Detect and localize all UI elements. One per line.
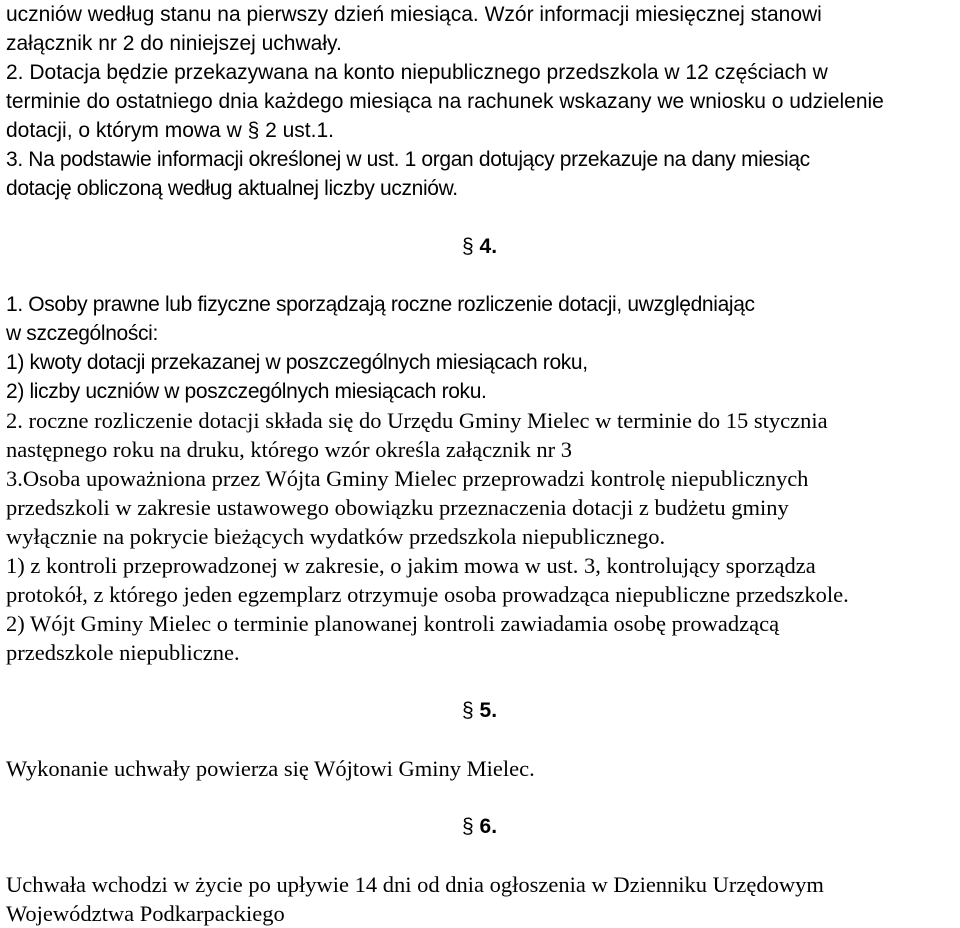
paragraph-line: protokół, z którego jeden egzemplarz otrzymuje osoba prowadząca niepubliczne przedszkole.	[6, 582, 849, 607]
paragraph-sign: §	[462, 699, 474, 722]
paragraph-line: 2. Dotacja będzie przekazywana na konto niepublicznego przedszkola w 12 częściach w	[6, 61, 828, 84]
paragraph-line: dotację obliczoną według aktualnej liczby uczniów.	[6, 177, 458, 200]
paragraph-line: Wykonanie uchwały powierza się Wójtowi Gminy Mielec.	[6, 756, 535, 781]
paragraph-line: dotacji, o którym mowa w § 2 ust.1.	[6, 119, 334, 142]
section-number: 6.	[479, 815, 498, 838]
paragraph-line: w szczególności:	[6, 322, 158, 345]
paragraph-line: 1) z kontroli przeprowadzonej w zakresie, o jakim mowa w ust. 3, kontrolujący sporządza	[6, 553, 816, 578]
paragraph-line: Województwa Podkarpackiego	[6, 901, 285, 926]
paragraph-line: 1. Osoby prawne lub fizyczne sporządzają roczne rozliczenie dotacji, uwzględniając	[6, 293, 755, 316]
paragraph-line: 3. Na podstawie informacji określonej w ust. 1 organ dotujący przekazuje na dany miesiąc	[6, 148, 810, 171]
paragraph-line: Uchwała wchodzi w życie po upływie 14 dni od dnia ogłoszenia w Dzienniku Urzędowym	[6, 872, 824, 897]
section-heading-4	[462, 232, 497, 261]
section-number: 5.	[479, 699, 498, 722]
paragraph-line: uczniów według stanu na pierwszy dzień miesiąca. Wzór informacji miesięcznej stanowi	[6, 3, 822, 26]
paragraph-line: terminie do ostatniego dnia każdego miesiąca na rachunek wskazany we wniosku o udzielenie	[6, 90, 884, 113]
paragraph-line: 3.Osoba upoważniona przez Wójta Gminy Mielec przeprowadzi kontrolę niepublicznych	[6, 466, 809, 491]
paragraph-line: 1) kwoty dotacji przekazanej w poszczególnych miesiącach roku,	[6, 351, 588, 374]
paragraph-line: 2. roczne rozliczenie dotacji składa się do Urzędu Gminy Mielec w terminie do 15 stycznia	[6, 408, 828, 433]
paragraph-line: następnego roku na druku, którego wzór określa załącznik nr 3	[6, 437, 573, 462]
paragraph-line: przedszkole niepubliczne.	[6, 640, 240, 665]
paragraph-line: załącznik nr 2 do niniejszej uchwały.	[6, 32, 342, 55]
paragraph-sign: §	[462, 235, 474, 258]
section-number: 4.	[479, 235, 498, 258]
paragraph-line: 2) Wójt Gminy Mielec o terminie planowanej kontroli zawiadamia osobę prowadzącą	[6, 611, 780, 636]
paragraph-line: wyłącznie na pokrycie bieżących wydatków przedszkola niepublicznego.	[6, 524, 666, 549]
section-heading-5	[462, 696, 497, 725]
paragraph-sign: §	[462, 815, 474, 838]
paragraph-line: przedszkoli w zakresie ustawowego obowiązku przeznaczenia dotacji z budżetu gminy	[6, 495, 789, 520]
paragraph-line: 2) liczby uczniów w poszczególnych miesiącach roku.	[6, 380, 487, 403]
section-heading-6	[462, 812, 497, 841]
